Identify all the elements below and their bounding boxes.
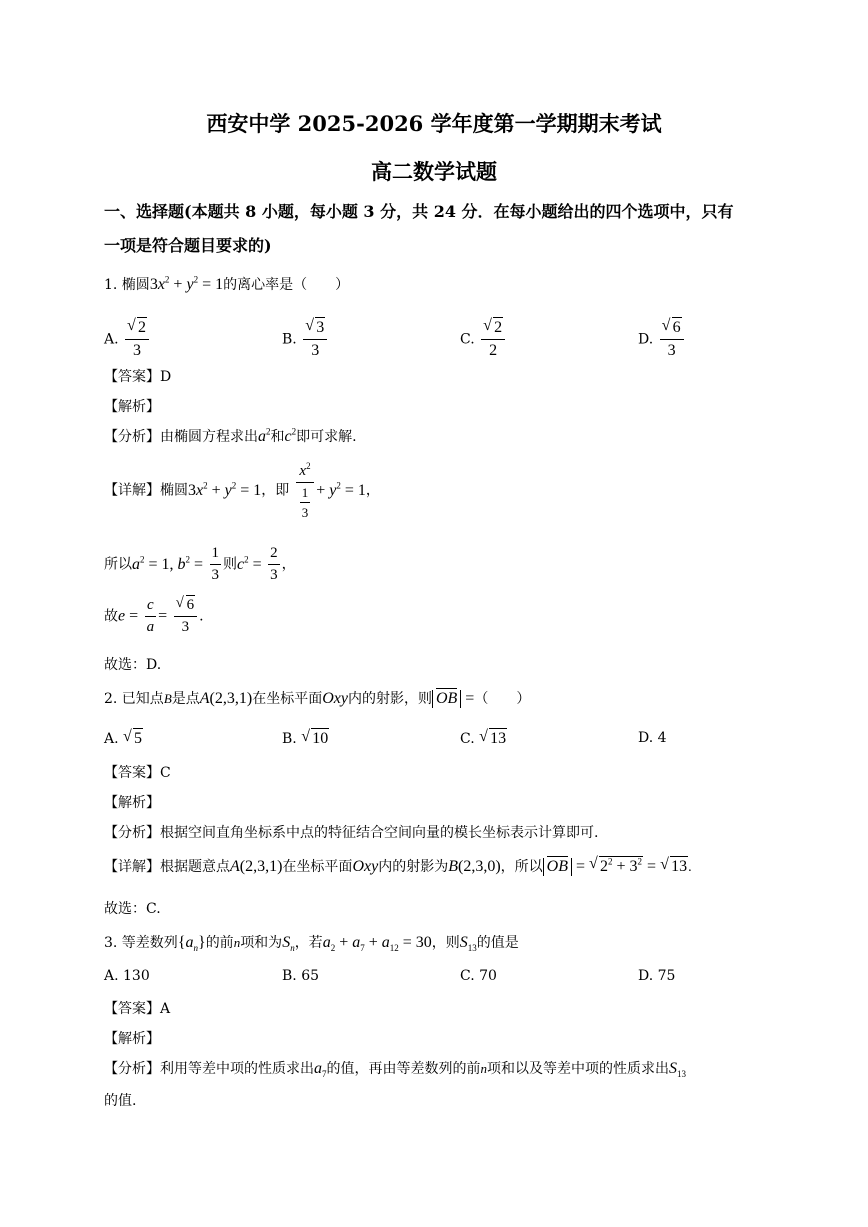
q1-detail-line1: 【详解】椭圆$3x^2 + y^2 = 1$，即 $\frac{x^2}{\frac{1}{3}}$ + $y^2 = 1$， [104, 461, 380, 520]
q2-analysis-label: 【解析】 [104, 795, 160, 811]
q1-fenxi: 【分析】由椭圆方程求出$a^2$和$c^2$即可求解. [104, 426, 357, 445]
q3-option-a: A. 130 [104, 968, 150, 984]
q2-option-d: D. 4 [638, 730, 667, 746]
q3-fenxi-line1: 【分析】利用等差中项的性质求出$a_7$的值，再由等差数列的前n项和以及等差中项的性质求出$S_{13}$ [104, 1060, 686, 1080]
q1-option-c: C. √ 2 2 [460, 320, 507, 359]
q1-answer: 【答案】D [104, 369, 172, 385]
q1-option-b: B. √ 3 3 [282, 320, 329, 359]
q2-fenxi: 【分析】根据空间直角坐标系中点的特征结合空间向量的模长坐标表示计算即可. [104, 825, 599, 841]
q3-option-c: C. 70 [460, 968, 497, 984]
q1-analysis-label: 【解析】 [104, 399, 160, 415]
section-heading-line1: 一、选择题(本题共 8 小题，每小题 3 分，共 24 分．在每小题给出的四个选项中，只有 [104, 202, 734, 221]
exam-title: 西安中学 2025-2026 学年度第一学期期末考试 [206, 111, 662, 136]
section-heading-line2: 一项是符合题目要求的) [104, 236, 272, 255]
q3-answer: 【答案】A [104, 1001, 171, 1017]
q2-option-a: A. √ 5 [104, 728, 143, 747]
question-2-stem: 2. 已知点B是点A(2,3,1)在坐标平面Oxy内的射影，则 OB =（ ） [104, 690, 531, 707]
q1-detail-line3: 故e = $\frac{c}{a}$ = √ 6 3 . [104, 595, 204, 635]
q2-answer: 【答案】C [104, 765, 171, 781]
question-1-stem: 1. 椭圆$3x^2 + y^2 = 1$的离心率是（ ） [104, 274, 350, 293]
q2-final: 故选：C. [104, 901, 161, 917]
q2-option-b: B. √ 10 [282, 728, 329, 747]
q1-detail-line2: 所以$a^2 = 1$, $b^2$ = $\frac{1}{3}$ 则$c^2$ = $\frac{2}{3}$ ， [104, 545, 296, 583]
question-2-options [104, 730, 804, 754]
q1-option-d: D. √ 6 3 [638, 320, 686, 359]
q3-option-b: B. 65 [282, 968, 320, 984]
q3-fenxi-line2: 的值. [104, 1093, 137, 1109]
q1-option-a: A. √ 2 3 [104, 320, 151, 359]
q2-detail: 【详解】根据题意点A(2,3,1)在坐标平面Oxy内的射影为B(2,3,0)，所以 OB = √ $2^2 + 3^2$ = √ 13. [104, 854, 692, 875]
q3-analysis-label: 【解析】 [104, 1031, 160, 1047]
question-3-options [104, 968, 804, 990]
exam-subtitle: 高二数学试题 [371, 159, 497, 184]
question-3-stem: 3. 等差数列$\{a_n\}$的前n项和为$S_n$，若$a_2 + a_7 + a_{12} = 30$，则$S_{13}$的值是 [104, 934, 519, 954]
q1-final: 故选：D. [104, 657, 162, 673]
q3-option-d: D. 75 [638, 968, 676, 984]
q2-option-c: C. √ 13 [460, 728, 507, 747]
